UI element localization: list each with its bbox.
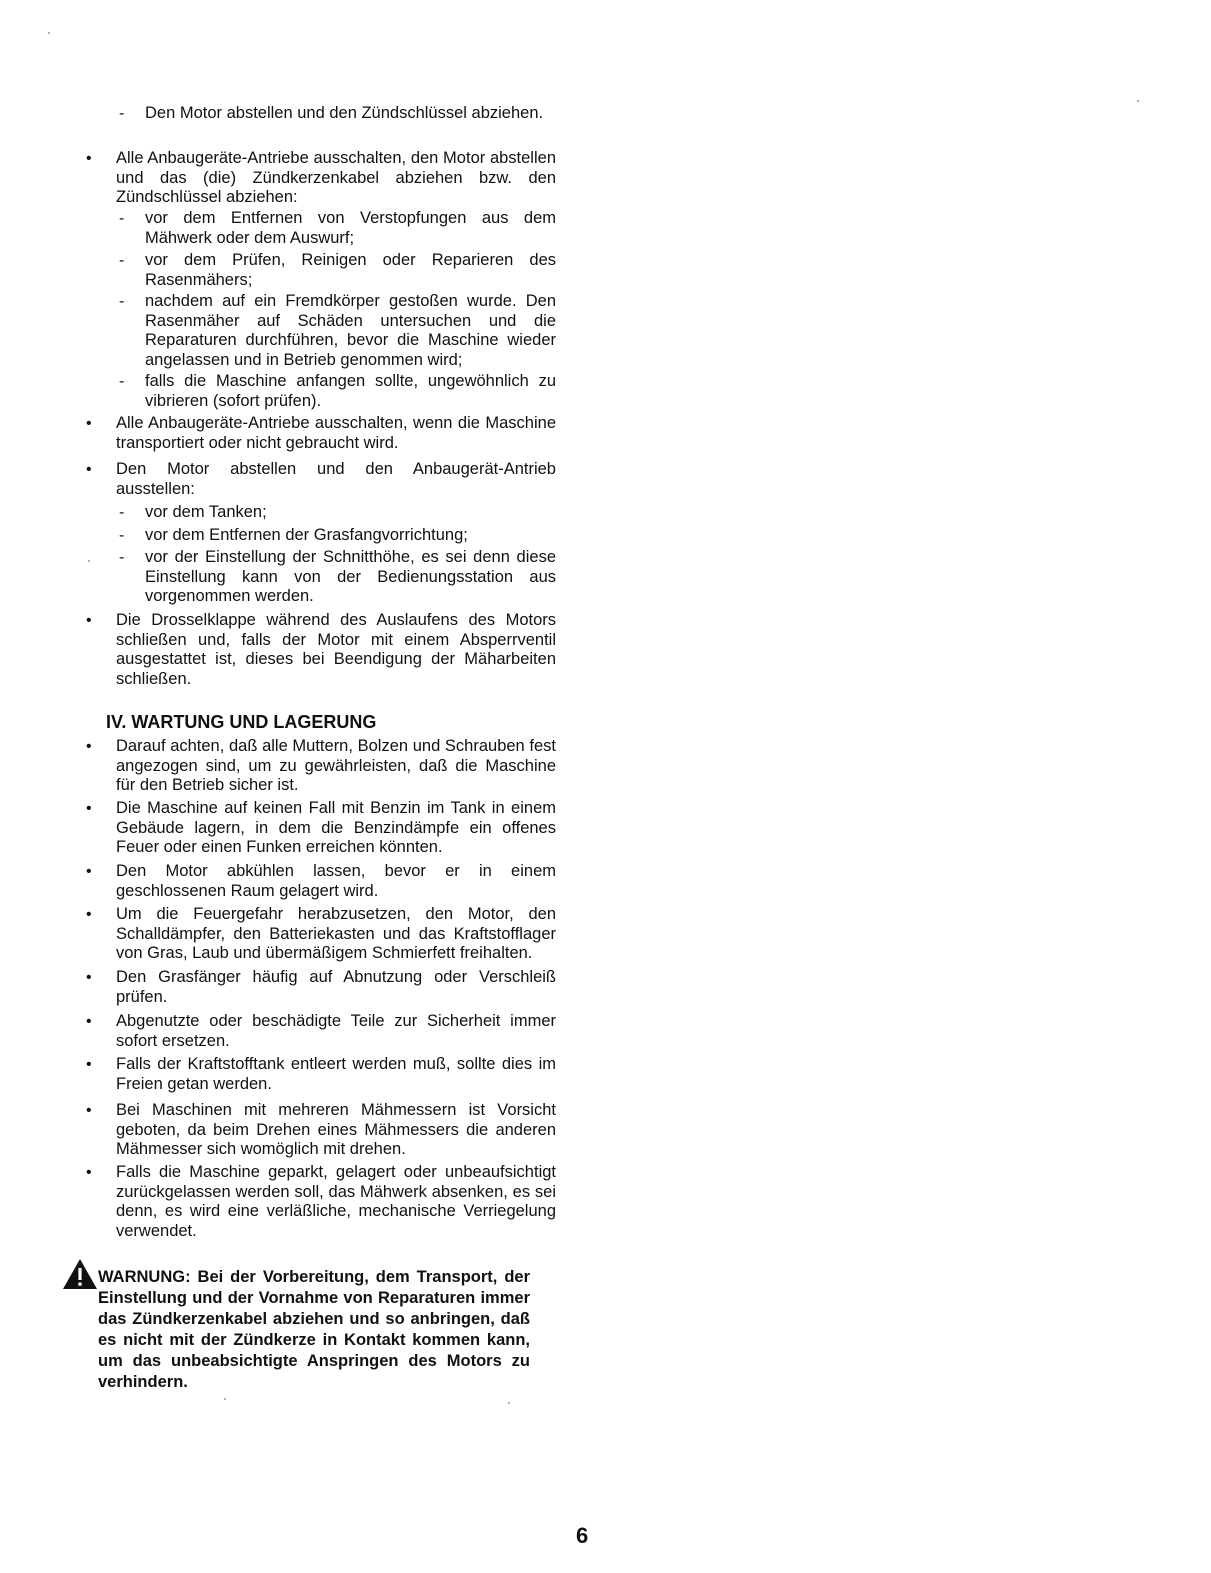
list-item: [119, 104, 556, 124]
bullet-marker: •: [86, 1102, 92, 1119]
bullet-marker: •: [86, 150, 92, 167]
warning-label: WARNUNG:: [98, 1268, 191, 1286]
list-item-text: vor dem Prüfen, Reinigen oder Reparieren des Rasenmähers;: [145, 251, 556, 289]
list-item-text: Die Drosselklappe während des Auslaufens des Motors schließen und, falls der Motor mit einem Absperrventil ausgestattet ist, dieses bei Beendigung der Mäharbeiten schließen.: [116, 611, 556, 688]
list-item: [86, 905, 556, 964]
list-item-text: Die Maschine auf keinen Fall mit Benzin im Tank in einem Gebäude lagern, in dem die Benzindämpfe ein offenes Feuer oder einen Funken erreichen könnten.: [116, 799, 556, 856]
list-item-text: Um die Feuergefahr herabzusetzen, den Motor, den Schalldämpfer, den Batteriekasten und das Kraftstofflager von Gras, Laub und übermäßigem Schmierfett freihalten.: [116, 905, 556, 962]
list-item-text: nachdem auf ein Fremdkörper gestoßen wurde. Den Rasenmäher auf Schäden untersuchen und die Reparaturen durchführen, bevor die Maschine wieder angelassen und in Betrieb genommen wird;: [145, 292, 556, 369]
list-item: [86, 1163, 556, 1241]
list-item: [86, 1012, 556, 1051]
bullet-marker: •: [86, 800, 92, 817]
list-item-text: Falls der Kraftstofftank entleert werden muß, sollte dies im Freien getan werden.: [116, 1055, 556, 1093]
dash-marker: -: [119, 252, 125, 269]
list-item: [86, 1101, 556, 1160]
list-item: [86, 799, 556, 858]
dash-marker: -: [119, 504, 125, 521]
scan-speck: [224, 1398, 226, 1400]
warning-text: Bei der Vorbereitung, dem Transport, der Einstellung und der Vornahme von Reparaturen immer das Zündkerzenkabel abziehen und so anbringen, daß es nicht mit der Zündkerze in Kontakt kommen kann, um das unbeabsichtigte Anspringen des Motors zu verhindern.: [98, 1268, 530, 1391]
dash-marker: -: [119, 373, 125, 390]
scan-speck: [1137, 100, 1139, 102]
list-item: [119, 251, 556, 290]
list-item-text: Bei Maschinen mit mehreren Mähmessern ist Vorsicht geboten, da beim Drehen eines Mähmessers die anderen Mähmesser sich womöglich mit drehen.: [116, 1101, 556, 1158]
list-item: [86, 737, 556, 796]
list-item-text: Abgenutzte oder beschädigte Teile zur Sicherheit immer sofort ersetzen.: [116, 1012, 556, 1050]
bullet-marker: •: [86, 1056, 92, 1073]
bullet-marker: •: [86, 1164, 92, 1181]
list-item-text: falls die Maschine anfangen sollte, ungewöhnlich zu vibrieren (sofort prüfen).: [145, 372, 556, 410]
warning-block: [98, 1267, 530, 1393]
list-item: [86, 611, 556, 689]
dash-marker: -: [119, 527, 125, 544]
list-item-text: Darauf achten, daß alle Muttern, Bolzen und Schrauben fest angezogen sind, um zu gewährleisten, daß die Maschine für den Betrieb sicher ist.: [116, 737, 556, 794]
dash-marker: -: [119, 293, 125, 310]
scan-speck: [508, 1402, 510, 1404]
list-item-text: vor dem Entfernen von Verstopfungen aus dem Mähwerk oder dem Auswurf;: [145, 209, 556, 247]
list-item: [86, 460, 556, 499]
list-item-text: Den Motor abstellen und den Anbaugerät-Antrieb ausstellen:: [116, 460, 556, 498]
list-item-text: Den Motor abstellen und den Zündschlüssel abziehen.: [145, 104, 544, 122]
list-item-text: Den Grasfänger häufig auf Abnutzung oder Verschleiß prüfen.: [116, 968, 556, 1006]
list-item: [119, 548, 556, 607]
list-item-text: Alle Anbaugeräte-Antriebe ausschalten, den Motor abstellen und das (die) Zündkerzenkabel abziehen bzw. den Zündschlüssel abziehen:: [116, 149, 556, 206]
list-item-text: vor der Einstellung der Schnitthöhe, es sei denn diese Einstellung kann von der Bedienungsstation aus vorgenommen werden.: [145, 548, 556, 605]
scan-speck: [88, 560, 90, 562]
list-item-text: vor dem Tanken;: [145, 503, 267, 521]
warning-triangle-icon: [62, 1258, 98, 1290]
list-item-text: Den Motor abkühlen lassen, bevor er in einem geschlossenen Raum gelagert wird.: [116, 862, 556, 900]
list-item: [86, 862, 556, 901]
list-item: [119, 526, 556, 546]
bullet-marker: •: [86, 461, 92, 478]
page-number: 6: [576, 1523, 589, 1548]
list-item: [119, 503, 556, 523]
section-heading: IV. WARTUNG UND LAGERUNG: [106, 712, 377, 732]
bullet-marker: •: [86, 863, 92, 880]
bullet-marker: •: [86, 415, 92, 432]
list-item-text: vor dem Entfernen der Grasfangvorrichtung;: [145, 526, 468, 544]
bullet-marker: •: [86, 738, 92, 755]
list-item: [119, 372, 556, 411]
bullet-marker: •: [86, 612, 92, 629]
list-item: [86, 149, 556, 208]
list-item: [86, 968, 556, 1007]
list-item: [86, 414, 556, 453]
bullet-marker: •: [86, 1013, 92, 1030]
list-item-text: Falls die Maschine geparkt, gelagert oder unbeaufsichtigt zurückgelassen werden soll, das Mähwerk absenken, es sei denn, es wird eine verläßliche, mechanische Verriegelung verwendet.: [116, 1163, 556, 1240]
list-item: [119, 292, 556, 370]
list-item: [119, 209, 556, 248]
scan-speck: [48, 32, 50, 34]
bullet-marker: •: [86, 969, 92, 986]
bullet-marker: •: [86, 906, 92, 923]
list-item: [86, 1055, 556, 1094]
dash-marker: -: [119, 105, 125, 122]
dash-marker: -: [119, 549, 125, 566]
dash-marker: -: [119, 210, 125, 227]
list-item-text: Alle Anbaugeräte-Antriebe ausschalten, wenn die Maschine transportiert oder nicht gebraucht wird.: [116, 414, 556, 452]
